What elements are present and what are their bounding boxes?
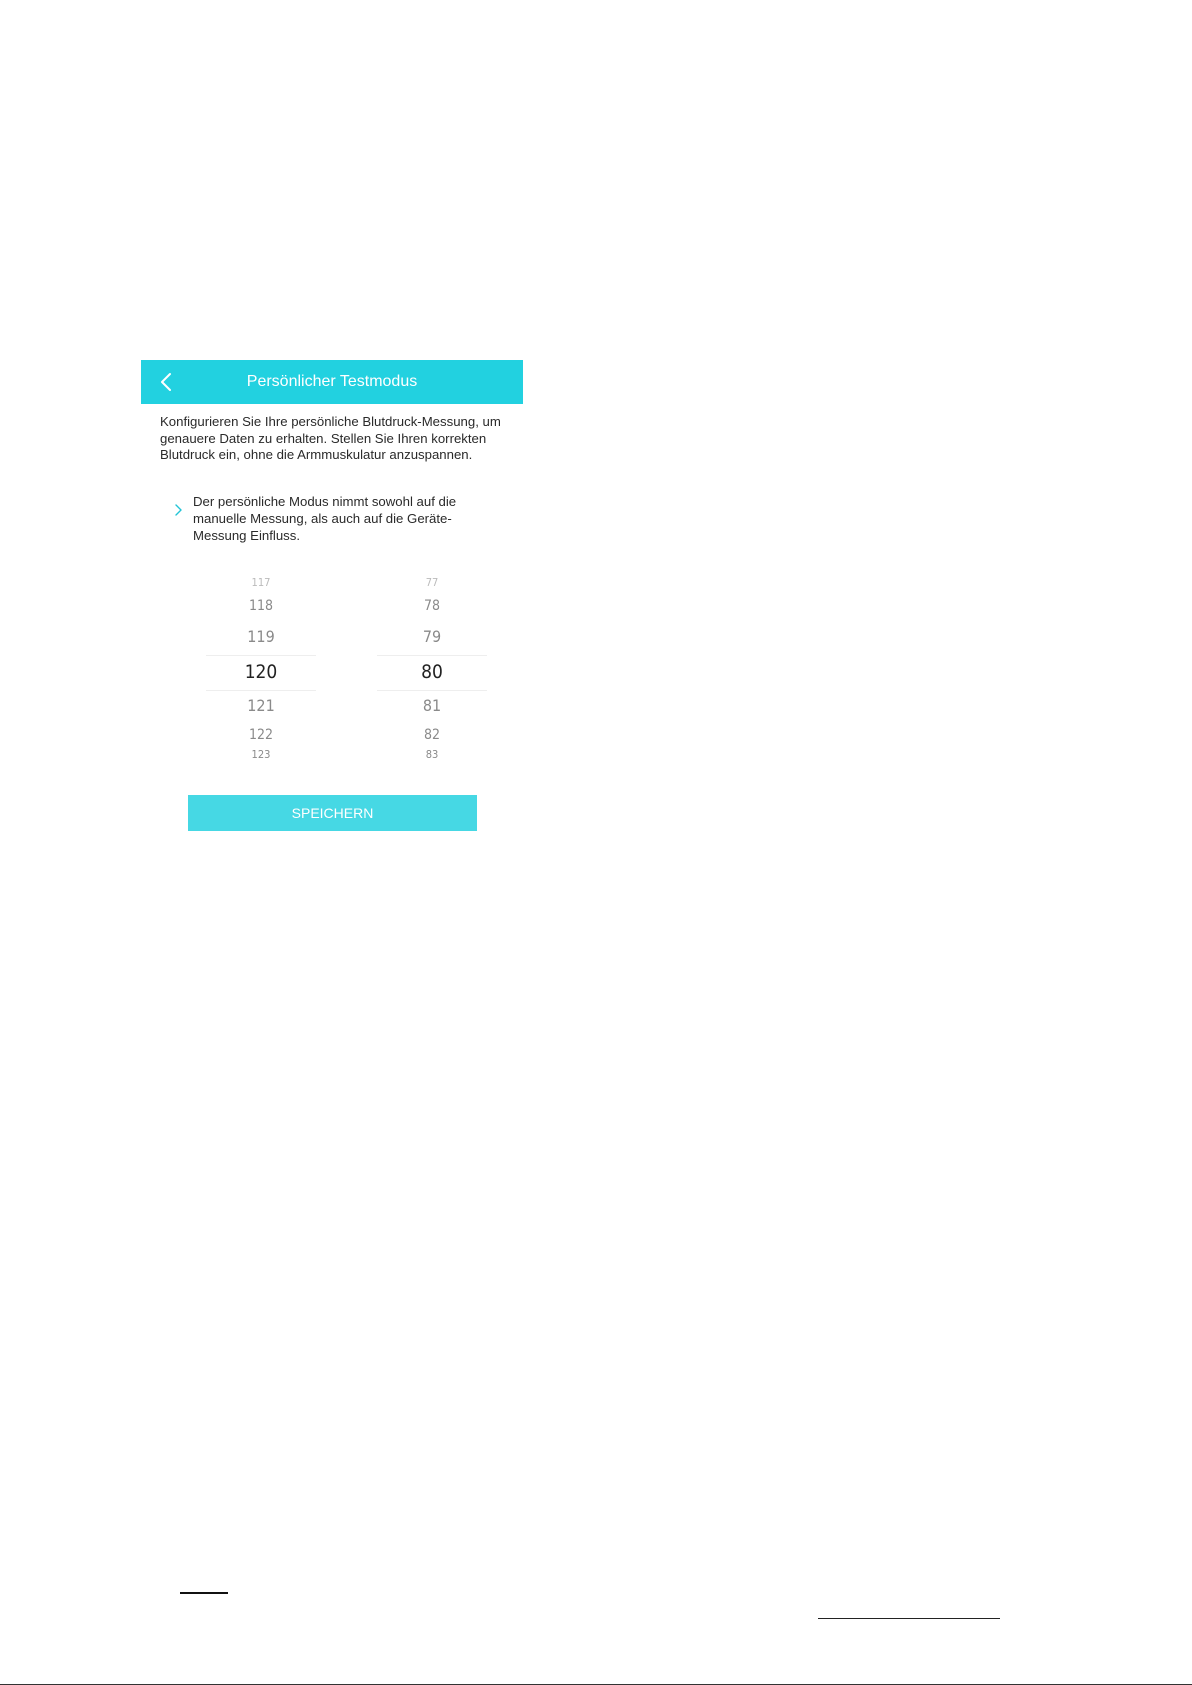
picker-value: 118 [248,598,274,614]
picker-selected-value: 120 [244,661,278,683]
picker-divider-bottom [377,690,487,691]
picker-divider-bottom [206,690,316,691]
page-title: Persönlicher Testmodus [246,373,418,390]
systolic-picker[interactable] [206,576,316,762]
note-text: Der persönliche Modus nimmt sowohl auf die manuelle Messung, als auch auf die Geräte-Messung Einfluss. [193,494,457,543]
back-button[interactable] [155,370,179,394]
top-bar [141,360,523,404]
page-rule-left [180,1592,228,1594]
picker-value: 122 [248,727,274,743]
page-rule-right [818,1618,1000,1619]
phone-screen [141,360,523,840]
picker-value: 121 [247,696,275,715]
chevron-right-icon [172,503,186,517]
picker-value: 79 [422,627,442,646]
picker-divider-top [206,655,316,656]
picker-value: 117 [251,576,271,589]
chevron-left-icon [155,370,179,394]
picker-value: 119 [247,627,275,646]
picker-value: 77 [425,576,439,589]
info-note [172,493,502,544]
save-button[interactable]: SPEICHERN [188,795,477,831]
intro-text: Konfigurieren Sie Ihre persönliche Blutdruck-Messung, um genauere Daten zu erhalten. Stellen Sie Ihren korrekten Blutdruck ein, ohne die Armmuskulatur anzuspannen. [160,414,501,463]
picker-value: 83 [425,748,439,761]
picker-value: 81 [422,696,442,715]
diastolic-picker[interactable] [377,576,487,762]
picker-value: 123 [251,748,271,761]
picker-value: 82 [423,727,441,743]
picker-value: 78 [423,598,441,614]
picker-selected-value: 80 [421,661,443,683]
picker-divider-top [377,655,487,656]
